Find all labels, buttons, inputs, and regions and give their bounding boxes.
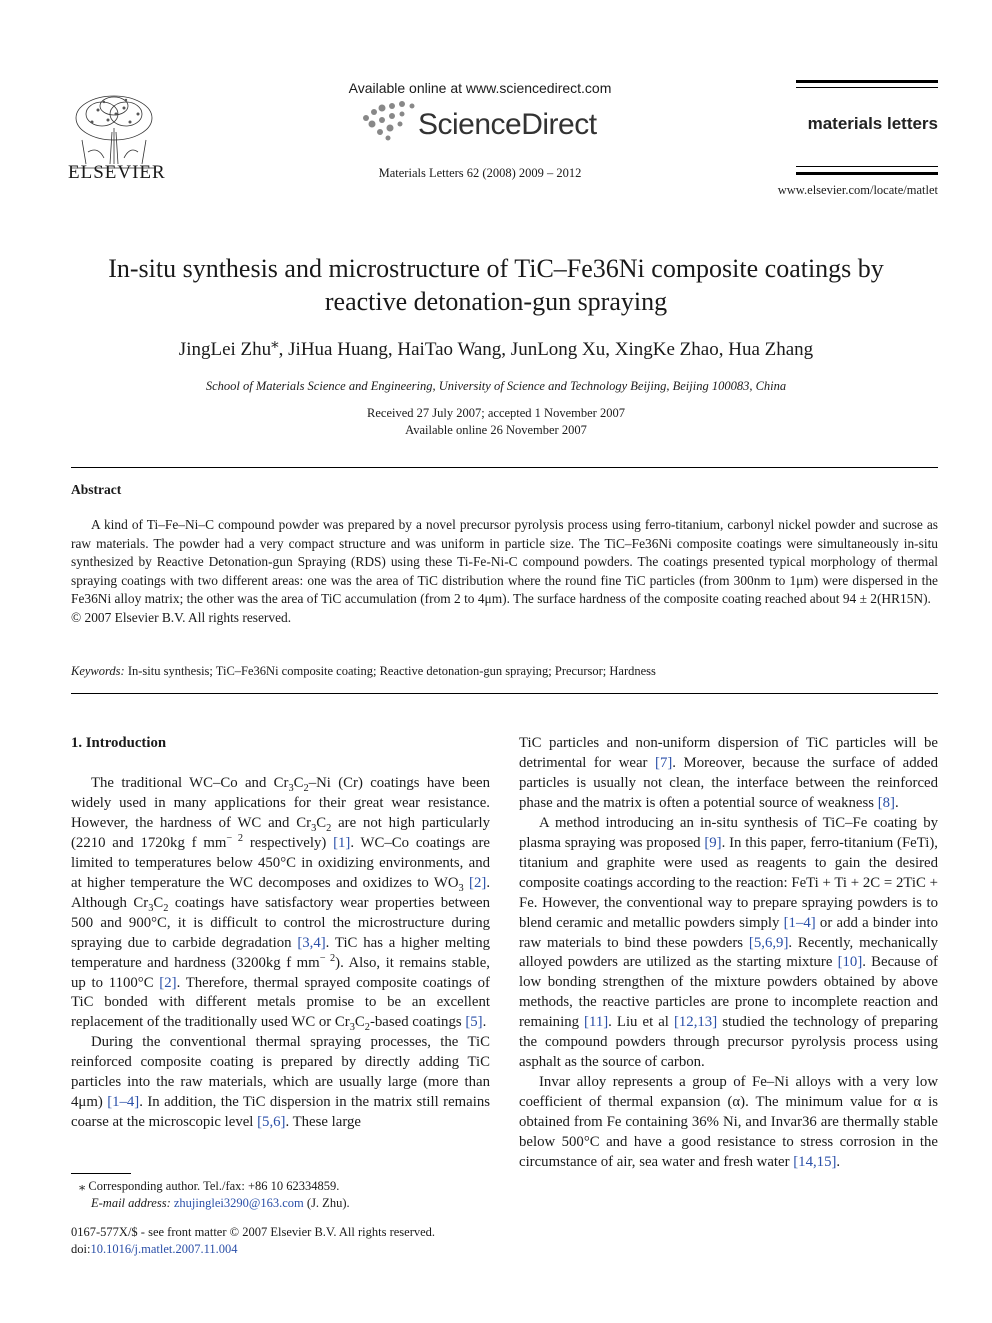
journal-rule-top-thin — [796, 87, 938, 88]
abstract-copyright: © 2007 Elsevier B.V. All rights reserved. — [71, 609, 292, 625]
author-name[interactable]: JingLei Zhu — [178, 339, 272, 360]
author-name[interactable]: XingKe Zhao — [614, 339, 719, 360]
author-list: JingLei Zhu⁎, JiHua Huang, HaiTao Wang, JunLong Xu, XingKe Zhao, Hua Zhang — [178, 335, 814, 360]
citation-link[interactable]: [8] — [877, 794, 895, 811]
citation-link[interactable]: [5,6] — [257, 1114, 286, 1131]
abstract-body — [71, 516, 938, 627]
body-paragraph: During the conventional thermal spraying processes, the TiC reinforced composite coating is prepared by directly adding TiC particles into the raw materials, which are usually large (more than 4μm) [1–4]. In addition, the TiC dispersion in the matrix still remains coarse at the microscopic level [5,6]. These large — [71, 1034, 490, 1131]
email-link[interactable]: zhujinglei3290@163.com — [173, 1196, 304, 1210]
email-line — [71, 1195, 491, 1212]
journal-rule-bottom-thin — [796, 166, 938, 167]
received-date: Received 27 July 2007; accepted 1 November 2007 — [367, 406, 625, 420]
doi-link[interactable]: 10.1016/j.matlet.2007.11.004 — [90, 1242, 238, 1256]
citation-link[interactable]: [9] — [704, 834, 722, 851]
available-date: Available online 26 November 2007 — [405, 423, 587, 437]
body-paragraph: Invar alloy represents a group of Fe–Ni alloys with a very low coefficient of thermal expansion (α). The minimum value for α is obtained from Fe containing 36% Ni, and Invar36 are thermally stable below 500°C and have a good resistance to stress corrosion in the circumstance of air, sea water and fresh water [14,15]. — [519, 1074, 938, 1171]
citation-link[interactable]: [12,13] — [673, 1014, 718, 1031]
abstract-rule-bottom — [71, 693, 938, 694]
sciencedirect-wordmark: ScienceDirect — [418, 108, 597, 141]
body-column-right — [519, 734, 938, 1173]
journal-citation: Materials Letters 62 (2008) 2009 – 2012 — [378, 166, 582, 180]
journal-url[interactable]: www.elsevier.com/locate/matlet — [777, 183, 938, 197]
keywords-label: Keywords: — [71, 664, 125, 678]
email-label: E-mail address: — [91, 1196, 171, 1210]
bottom-matter — [71, 1224, 491, 1258]
abstract-text: A kind of Ti–Fe–Ni–C compound powder was prepared by a novel precursor pyrolysis process using ferro-titanium, carbonyl nickel powder and sucrose as raw materials. The powder had a very compact structure and was uniform in particle size. The TiC–Fe36Ni composite coatings were simultaneously in-situ synthesized by Reactive Detonation-gun Spraying (RDS) using these Ti-Fe-Ni-C compound powders. The coatings presented typical morphology of thermal spraying coatings with two different areas: one was the area of TiC distribution where the round fine TiC particles (from 300nm to 1μm) were dispersed in the Fe36Ni alloy matrix; the other was the area of TiC accumulation (from 2 to 4μm). The surface hardness of the composite coating reached about 94 ± 2(HR15N). — [71, 517, 938, 606]
citation-link[interactable]: [1] — [333, 834, 351, 851]
citation-link[interactable]: [5,6,9] — [748, 934, 789, 951]
body-paragraph: TiC particles and non-uniform dispersion of TiC particles will be detrimental for wear [7]. Moreover, because the surface of added particles is usually not clean, the interface between the reinforced phase and the matrix is often a potential source of weakness [8]. — [519, 735, 938, 811]
section-heading: 1. Introduction — [71, 735, 167, 751]
footnote-rule — [71, 1173, 131, 1174]
journal-name: materials letters — [807, 114, 938, 133]
citation-link[interactable]: [7] — [655, 754, 673, 771]
affiliation: School of Materials Science and Engineering, University of Science and Technology Beijing, Beijing 100083, China — [205, 379, 787, 393]
email-suffix: (J. Zhu). — [306, 1196, 350, 1210]
doi-label: doi: — [71, 1242, 91, 1256]
citation-link[interactable]: [1–4] — [783, 914, 816, 931]
body-paragraph: The traditional WC–Co and $Cr_3C_2-Ni$ (Cr) coatings have been widely used in many applications for their great wear resistance. However, the hardness of WC and $Cr_3C_2$ are not high particularly (2210 and 1720kg f $mm^{- 2}$ respectively) [1]. WC–Co coatings are limited to temperatures below 450°C in oxidizing environments, and at higher temperature the WC decomposes and oxidizes to $WO_3$ [2]. Although $Cr_3C_2$ coatings have satisfactory wear properties between 500 and 900°C, it is difficult to control the microstructure during spraying due to carbide degradation [3,4]. TiC has a higher melting temperature and hardness (3200kg f $mm^{- 2}$). Also, it remains stable, up to 1100°C [2]. Therefore, thermal sprayed composite coatings of TiC bonded with different metals promise to be an excellent replacement of the traditionally used WC or $Cr_3C_2$-based coatings [5]. — [71, 775, 491, 1034]
corresponding-mark[interactable]: ⁎ — [271, 335, 279, 352]
citation-link[interactable]: [14,15] — [793, 1154, 837, 1171]
author-name[interactable]: JunLong Xu — [510, 339, 606, 360]
citation-link[interactable]: [5] — [465, 1014, 483, 1031]
footnote — [71, 1178, 491, 1212]
article-dates — [80, 405, 912, 439]
body-paragraph: A method introducing an in-situ synthesis of TiC–Fe coating by plasma spraying was proposed [9]. In this paper, ferro-titanium (FeTi), titanium and graphite were used as reagents to gain the desired composite coatings according to the reaction: FeTi + Ti + 2C = 2TiC + Fe. However, the conventional way to prepare spraying powders is to blend ceramic and metallic powders simply [1–4] or add a binder into raw materials to bind these powders [5,6,9]. Recently, mechanically alloyed powders are utilized as the starting mixture [10]. Because of low bonding strengthen of the mixture powders obtained by above methods, the reactive particles are prone to incomplete reaction and remaining [11]. Liu et al [12,13] studied the technology of preparing the compound powders through precursor pyrolysis process using asphalt as the source of carbon. — [519, 814, 938, 1071]
citation-link[interactable]: [10] — [837, 954, 863, 971]
doi-line — [71, 1241, 491, 1258]
keywords — [71, 664, 938, 679]
author-name[interactable]: HaiTao Wang — [397, 339, 502, 360]
citation-link[interactable]: [2] — [159, 974, 177, 991]
citation-link[interactable]: [2] — [469, 874, 487, 891]
keywords-list: In-situ synthesis; TiC–Fe36Ni composite coating; Reactive detonation-gun spraying; Precursor; Hardness — [127, 664, 656, 678]
issn-line: 0167-577X/$ - see front matter © 2007 Elsevier B.V. All rights reserved. — [71, 1225, 436, 1239]
citation-link[interactable]: [11] — [584, 1014, 609, 1031]
available-online-text: Available online at www.sciencedirect.com — [348, 80, 612, 96]
author-name[interactable]: Hua Zhang — [728, 339, 814, 360]
corresponding-author-note: ⁎ Corresponding author. Tel./fax: +86 10 62334859. — [79, 1179, 340, 1193]
journal-rule-bottom — [796, 172, 938, 175]
citation-link[interactable]: [3,4] — [297, 934, 326, 951]
journal-rule-top — [796, 80, 938, 83]
author-name[interactable]: JiHua Huang — [288, 339, 388, 360]
article-title: In-situ synthesis and microstructure of TiC–Fe36Ni composite coatings by reactive detonation-gun spraying — [108, 254, 884, 316]
citation-link[interactable]: [1–4] — [107, 1094, 140, 1111]
body-column-left — [71, 774, 490, 1133]
abstract-rule-top — [71, 467, 938, 468]
abstract-heading: Abstract — [71, 482, 122, 497]
elsevier-wordmark: ELSEVIER — [68, 162, 166, 183]
